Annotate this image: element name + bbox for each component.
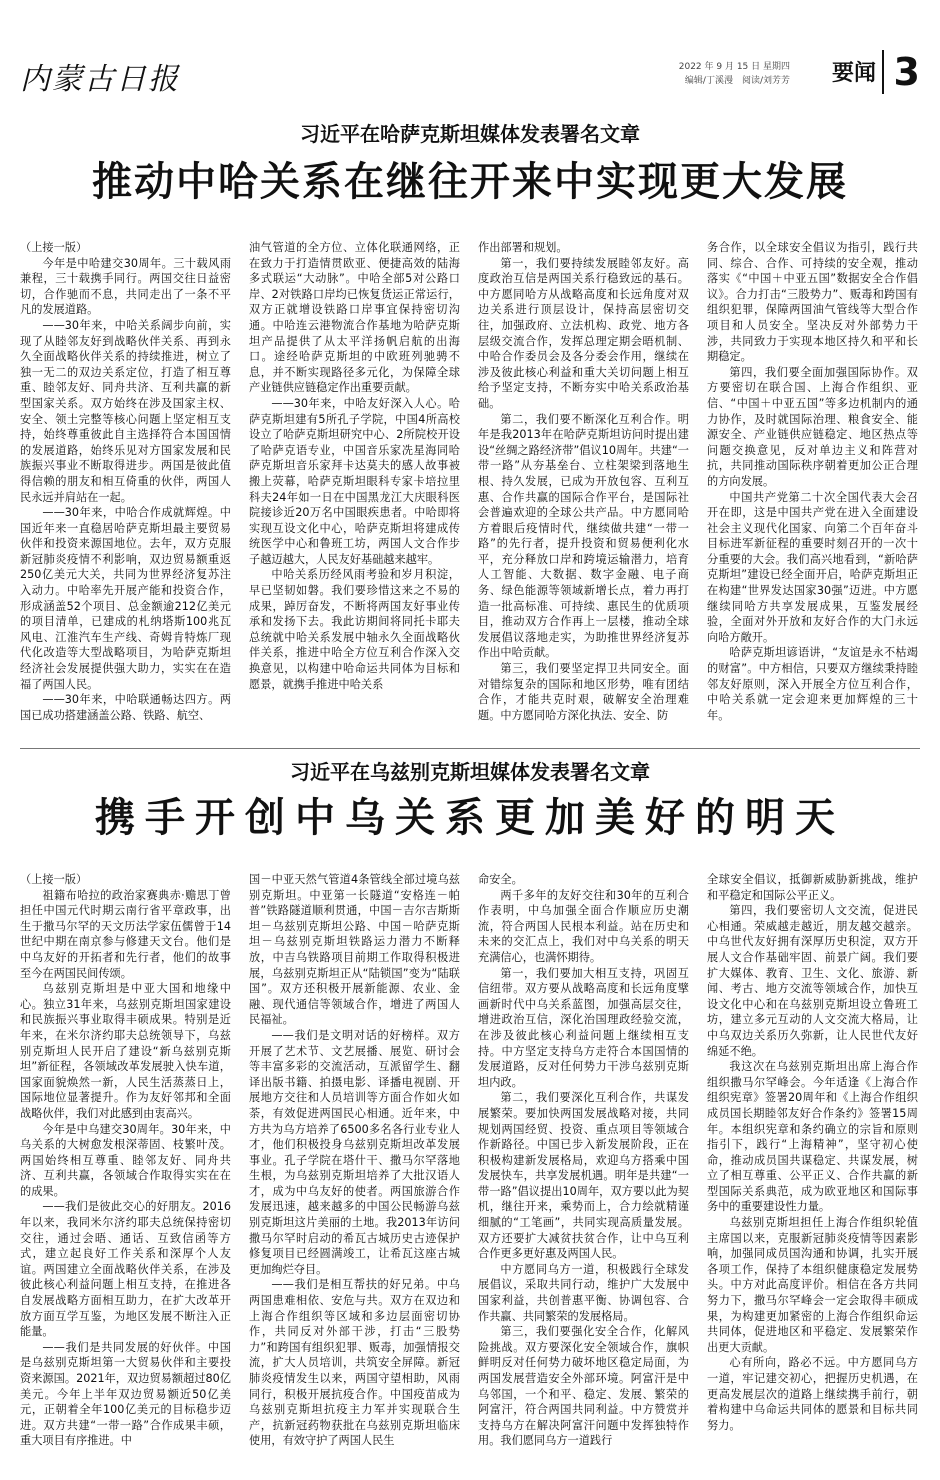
article2-column-4 — [707, 872, 918, 1464]
paragraph: 国－中亚天然气管道4条管线全部过境乌兹别克斯坦。中亚第一长隧道“安格连－帕普”铁路隧道顺利贯通，中国－吉尔吉斯斯坦－乌兹别克斯坦公路、中国－哈萨克斯坦－乌兹别克斯坦铁路运力潜力不断释放，中吉乌铁路项目前期工作取得积极进展，乌兹别克斯坦正从“陆锁国”变为“陆联国”。双方还积极开展新能源、农业、金融、现代通信等领域合作，增进了两国人民福祉。 — [249, 873, 460, 1027]
masthead — [20, 50, 920, 110]
paragraph: ——30年来，中哈合作成就辉煌。中国近年来一直稳居哈萨克斯坦最主要贸易伙伴和投资来源国地位。去年，双方克服新冠肺炎疫情不利影响，双边贸易额重返250亿美元大关，共同为世界经济复苏注入动力。中哈率先开展产能和投资合作，形成涵盖52个项目、总金额逾212亿美元的项目清单，已建成的札纳塔斯100兆瓦风电、江淮汽车生产线、奇姆肯特炼厂现代化改造等大型战略项目，为哈萨克斯坦经济社会发展提供强大助力，实实在在造福了两国人民。 — [20, 506, 231, 691]
paragraph: 中国共产党第二十次全国代表大会召开在即，这是中国共产党在进入全面建设社会主义现代化国家、向第二个百年奋斗目标进军新征程的重要时刻召开的一次十分重要的大会。我们高兴地看到，“新哈萨克斯坦”建设已经全面开启，哈萨克斯坦正在构建“世界发达国家30强”迈进。中方愿继续同哈方共享发展成果，互鉴发展经验，全面对外开放和友好合作的大门永远向哈方敞开。 — [707, 490, 918, 644]
paragraph: 今年是中乌建交30周年。30年来，中乌关系的大树愈发根深蒂固、枝繁叶茂。两国始终相互尊重、睦邻友好、同舟共济、互利共赢，各领域合作取得实实在在的成果。 — [20, 1122, 231, 1198]
paragraph: ——我们是相互帮扶的好兄弟。中乌两国患难相依、安危与共。双方在双边和上海合作组织等区域和多边层面密切协作，共同反对外部干涉，打击“三股势力”和跨国有组织犯罪、贩毒，加强情报交流，扩大人员培训，共筑安全屏障。新冠肺炎疫情发生以来，两国守望相助，风雨同行，积极开展抗疫合作。中国疫苗成为乌兹别克斯坦抗疫主力军并实现联合生产，抗新冠药物获批在乌兹别克斯坦临床使用，有效守护了两国人民生 — [249, 1278, 460, 1448]
date-line: 2022 年 9 月 15 日 星期四 — [678, 62, 790, 72]
article2-kicker: 习近平在乌兹别克斯坦媒体发表署名文章 — [290, 760, 650, 784]
page-number: 3 — [882, 50, 920, 94]
paragraph: 两千多年的友好交往和30年的互利合作表明，中乌加强全面合作顺应历史潮流，符合两国人民根本利益。站在历史和未来的交汇点上，我们对中乌关系的明天充满信心，也满怀期待。 — [478, 888, 689, 964]
paragraph: 中哈关系历经风雨考验和岁月积淀，早已坚韧如磐。我们要珍惜这来之不易的成果，踔厉奋发，不断将两国友好事业传承和发扬下去。我此访期间将同托卡耶夫总统就中哈关系发展中轴永久全面战略伙伴关系，推进中哈全方位互利合作深入交换意见，以构建中哈命运共同体为目标和愿景，就携手推进中哈关系 — [249, 568, 460, 691]
paragraph: 务合作，以全球安全倡议为指引，践行共同、综合、合作、可持续的安全观，推动落实《“中国＋中亚五国”数据安全合作倡议》。合力打击“三股势力”、贩毒和跨国有组织犯罪，保障两国油气管线等大型合作项目和人员安全。坚决反对外部势力干涉，共同致力于实现本地区持久和平和长期稳定。 — [707, 241, 918, 364]
editor-line: 编辑/丁溪漫 阅读/刘芳芳 — [684, 76, 790, 86]
paragraph: 命安全。 — [478, 873, 523, 886]
paragraph: 第四，我们要全面加强国际协作。双方要密切在联合国、上海合作组织、亚信、“中国＋中亚五国”等多边机制内的通力协作，及时就国际治理、粮食安全、能源安全、产业链供应链稳定、地区热点等问题交换意见，反对单边主义和阵营对抗，共同推动国际秩序朝着更加公正合理的方向发展。 — [707, 365, 918, 488]
paragraph: 中方愿同乌方一道，积极践行全球发展倡议，采取共同行动，维护广大发展中国家利益，共创普惠平衡、协调包容、合作共赢、共同繁荣的发展格局。 — [478, 1262, 689, 1323]
article1-column-1 — [20, 240, 231, 740]
paragraph: 第二，我们要深化互利合作，共谋发展繁荣。要加快两国发展战略对接，共同规划两国经贸、投资、重点项目等领域合作新路径。中国已步入新发展阶段，正在积极构建新发展格局，欢迎乌方搭乘中国发展快车，共享发展机遇。明年是共建“一带一路”倡议提出10周年，双方要以此为契机，继往开来，乘势而上，合力绘就精谨细腻的“工笔画”，共同实现高质量发展。双方还要扩大减贫扶贫合作，让中乌互利合作更多更好惠及两国人民。 — [478, 1091, 689, 1261]
paragraph: 今年是中哈建交30周年。三十载风雨兼程，三十载携手同行。两国交往日益密切，合作驰而不息，共同走出了一条不平凡的发展道路。 — [20, 256, 231, 317]
paragraph: 哈萨克斯坦谚语讲，“友谊是永不枯竭的财富”。中方相信，只要双方继续秉持睦邻友好原则，深入开展全方位互利合作，中哈关系就一定会迎来更加辉煌的三十年。 — [707, 646, 918, 722]
article2-headline: 携手开创中乌关系更加美好的明天 — [95, 795, 845, 841]
paragraph: 第四，我们要密切人文交流，促进民心相通。荣威越走越近，朋友越交越亲。中乌世代友好拥有深厚历史积淀，双方开展人文合作基础牢固、前景广阔。我们要扩大媒体、教育、卫生、文化、旅游、新闻、考古、地方交流等领域合作，加快互设文化中心和在乌兹别克斯坦设立鲁班工坊，建立多元互动的人文交流大格局，让中乌双边关系历久弥新，让人民世代友好绵延不绝。 — [707, 904, 918, 1058]
paragraph: 作出部署和规划。 — [478, 241, 568, 254]
paragraph: 全球安全倡议，抵御新威胁新挑战，维护和平稳定和国际公平正义。 — [707, 873, 918, 902]
paragraph: （上接一版） — [20, 873, 88, 886]
paragraph: ——我们是彼此交心的好朋友。2016年以来，我同米尔济约耶夫总统保持密切交往，通过会晤、通话、互致信函等方式，建立起良好工作关系和深厚个人友谊。两国建立全面战略伙伴关系，在涉及彼此核心利益问题上相互支持，在推进各自发展战略方面相互助力，在扩大改革开放方面互学互鉴，为地区发展不断注入正能量。 — [20, 1200, 231, 1339]
paragraph: 我这次在乌兹别克斯坦出席上海合作组织撒马尔罕峰会。今年适逢《上海合作组织宪章》签署20周年和《上海合作组织成员国长期睦邻友好合作条约》签署15周年。本组织宪章和条约确立的宗旨和原则指引下，践行“上海精神”，坚守初心使命，推动成员国共谋稳定、共谋发展，树立了相互尊重、公平正义、合作共赢的新型国际关系典范，成为欧亚地区和国际事务中的重要建设性力量。 — [707, 1060, 918, 1214]
paragraph: 第一，我们要加大相互支持，巩固互信纽带。双方要从战略高度和长远角度擘画新时代中乌关系蓝图，加强高层交往，增进政治互信，深化治国理政经验交流，在涉及彼此核心利益问题上继续相互支持。中方坚定支持乌方走符合本国国情的发展道路，反对任何势力干涉乌兹别克斯坦内政。 — [478, 966, 689, 1089]
article2-column-2 — [249, 872, 460, 1464]
paragraph: ——30年来，中哈关系阔步向前，实现了从睦邻友好到战略伙伴关系、再到永久全面战略伙伴关系的持续推进，树立了独一无二的双边关系定位，打造了相互尊重、睦邻友好、同舟共济、互利共赢的新型国家关系。双方始终在涉及国家主权、安全、领土完整等核心问题上坚定相互支持，始终尊重彼此自主选择符合本国国情的发展道路，始终乐见对方国家发展和民族振兴事业不断取得进步。两国是彼此值得信赖的朋友和相互倚重的伙伴，两国人民永远并肩站在一起。 — [20, 318, 231, 504]
paragraph: 乌兹别克斯坦是中亚大国和地缘中心。独立31年来，乌兹别克斯坦国家建设和民族振兴事业取得丰硕成果。特别是近年来，在米尔济约耶夫总统领导下，乌兹别克斯坦人民开启了建设“新乌兹别克斯坦”新征程，各领域改革发展驶入快车道，国家面貌焕然一新，人民生活蒸蒸日上，国际地位显著提升。作为友好邻邦和全面战略伙伴，我们对此感到由衷高兴。 — [20, 982, 231, 1120]
paragraph: 祖籍布哈拉的政治家赛典赤·赡思丁曾担任中国元代时期云南行省平章政事，出生于撒马尔罕的天文历法学家伍儒曾于14世纪中期在南京参与修建天文台。他们是中乌友好的开拓者和先行者，他们的故事至今在两国民间传颂。 — [20, 888, 231, 980]
article1-column-2 — [249, 240, 460, 740]
newspaper-logo: 内蒙古日报 — [20, 62, 180, 97]
paragraph: ——我们是共同发展的好伙伴。中国是乌兹别克斯坦第一大贸易伙伴和主要投资来源国。2021年，双边贸易额超过80亿美元。今年上半年双边贸易额近50亿美元，正朝着全年100亿美元的目标稳步迈进。双方共建“一带一路”合作成果丰硕，重大项目有序推进。中 — [20, 1340, 231, 1448]
paragraph: 第一，我们要持续发展睦邻友好。高度政治互信是两国关系行稳致远的基石。中方愿同哈方从战略高度和长远角度对双边关系进行顶层设计，保持高层密切交往，加强政府、立法机构、政党、地方各层级交流合作，发挥总理定期会晤机制、中哈合作委员会及各分委会作用，继续在涉及彼此核心利益和重大关切问题上相互给予坚定支持，不断夯实中哈关系政治基础。 — [478, 256, 689, 410]
article1-kicker: 习近平在哈萨克斯坦媒体发表署名文章 — [300, 122, 640, 146]
article2-column-1 — [20, 872, 231, 1464]
article1-headline: 推动中哈关系在继往开来中实现更大发展 — [92, 159, 848, 205]
paragraph: 心有所向，路必不远。中方愿同乌方一道，牢记建交初心，把握历史机遇，在更高发展层次的道路上继续携手前行，朝着构建中乌命运共同体的愿景和目标共同努力。 — [707, 1356, 918, 1432]
article2-column-3 — [478, 872, 689, 1464]
paragraph: 乌兹别克斯坦担任上海合作组织轮值主席国以来，克服新冠肺炎疫情等因素影响，加强同成员国沟通和协调，扎实开展各项工作，保持了本组织健康稳定发展势头。中方对此高度评价。相信在各方共同努力下，撒马尔罕峰会一定会取得丰硕成果，为构建更加紧密的上海合作组织命运共同体，促进地区和平稳定、发展繁荣作出更大贡献。 — [707, 1216, 918, 1354]
paragraph: 油气管道的全方位、立体化联通网络，正在致力于打造情贯欧亚、便捷高效的陆海多式联运“大动脉”。中哈全部5对公路口岸、2对铁路口岸均已恢复货运正常运行，双方正就增设铁路口岸事宜保持密切沟通。中哈连云港物流合作基地为哈萨克斯坦产品提供了从太平洋扬帆启航的出海口。途经哈萨克斯坦的中欧班列驰骋不息，并不断实现路径多元化，为保障全球产业链供应链稳定作出重要贡献。 — [249, 241, 460, 395]
paragraph: ——30年来，中哈联通畅达四方。两国已成功搭建涵盖公路、铁路、航空、 — [20, 693, 231, 722]
article1-column-3 — [478, 240, 689, 740]
paragraph: 第三，我们要强化安全合作，化解风险挑战。双方要深化安全领域合作，旗帜鲜明反对任何势力破坏地区稳定局面，为两国发展营造安全外部环境。阿富汗是中乌邻国，一个和平、稳定、发展、繁荣的阿富汗，符合两国共同利益。中方赞赏并支持乌方在解决阿富汗问题中发挥独特作用。我们愿同乌方一道践行 — [478, 1325, 689, 1448]
paragraph: 第三，我们要坚定捍卫共同安全。面对错综复杂的国际和地区形势，唯有团结合作，才能共克时艰，破解安全治理难题。中方愿同哈方深化执法、安全、防 — [478, 662, 689, 722]
paragraph: （上接一版） — [20, 241, 88, 254]
article-divider — [20, 748, 920, 749]
section-name: 要闻 — [831, 61, 876, 86]
article1-column-4 — [707, 240, 918, 740]
paragraph: 第二，我们要不断深化互利合作。明年是我2013年在哈萨克斯坦访问时提出建设“丝绸之路经济带”倡议10周年。共建“一带一路”从夯基垒台、立柱架梁到落地生根、持久发展，已成为开放包容、互利互惠、合作共赢的国际合作平台，是国际社会普遍欢迎的全球公共产品。中方愿同哈方着眼后疫情时代，继续做共建“一带一路”的先行者，提升投资和贸易便利化水平，充分释放口岸和跨境运输潜力，培育人工智能、大数据、数字金融、电子商务、绿色能源等领域新增长点，着力再打造一批高标准、可持续、惠民生的优质项目，推动双方合作再上一层楼，推动全球发展倡议落地走实，为助推世界经济复苏作出中哈贡献。 — [478, 412, 689, 660]
article2-body — [20, 872, 920, 1464]
paragraph: ——30年来，中哈友好深入人心。哈萨克斯坦建有5所孔子学院，中国4所高校设立了哈萨克斯坦研究中心、2所院校开设了哈萨克语专业，中国音乐家冼星海同哈萨克斯坦音乐家拜卡达莫夫的感人故事被搬上荧幕，哈萨克斯坦眼科专家卡培拉里科夫24年如一日在中国黑龙江大庆眼科医院接诊近20万名中国眼疾患者。中哈即将实现互设文化中心，哈萨克斯坦将建成传统医学中心和鲁班工坊，两国人文合作步子越迈越大，人民友好基础越来越牢。 — [249, 396, 460, 566]
article1-body — [20, 240, 920, 740]
issue-meta — [679, 60, 790, 88]
paragraph: ——我们是文明对话的好榜样。双方开展了艺术节、文艺展播、展览、研讨会等丰富多彩的交流活动，互派留学生、翻译出版书籍、拍摄电影、译播电视剧、开展地方交往和人员培训等方面合作如火如荼，有效促进两国民心相通。近年来，中方共为乌方培养了6500多名各行业专业人才，他们积极投身乌兹别克斯坦改革发展事业。孔子学院在塔什干、撒马尔罕落地生根，为乌兹别克斯坦培养了大批汉语人才，成为中乌友好的使者。两国旅游合作发展迅速，越来越多的中国公民畅游乌兹别克斯坦这片美丽的土地。我2013年访问撒马尔罕时启动的希瓦古城历史古迹保护修复项目已经圆满竣工，让希瓦这座古城更加绚烂夺目。 — [249, 1028, 460, 1276]
